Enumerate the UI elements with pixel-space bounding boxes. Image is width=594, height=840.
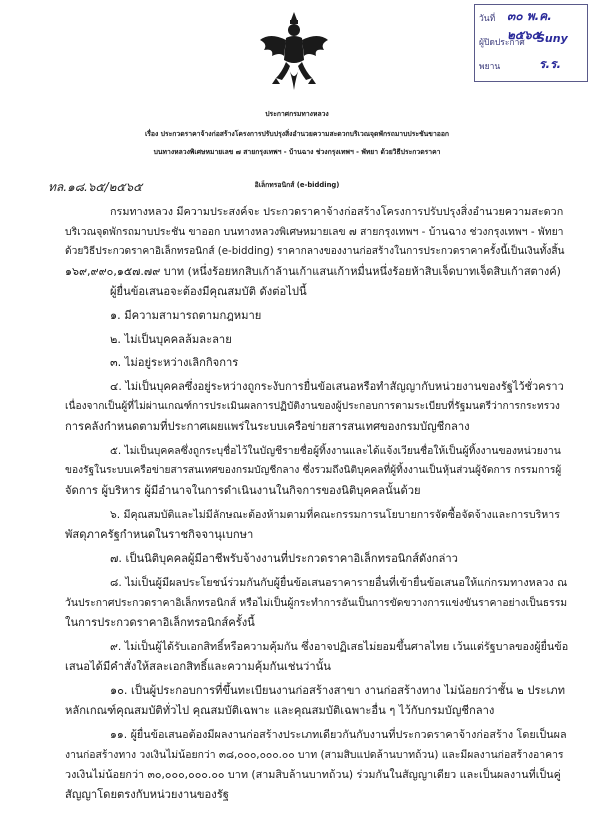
body-line: ๓. ไม่อยู่ระหว่างเลิกกิจการ xyxy=(110,356,239,369)
body-line: ผู้ยื่นข้อเสนอจะต้องมีคุณสมบัติ ดังต่อไปนี้ xyxy=(110,285,307,298)
body-line: ในการประกวดราคาอิเล็กทรอนิกส์ครั้งนี้ xyxy=(65,616,255,629)
body-line: ๑๖๙,๙๙๐,๑๕๗.๗๙ บาท (หนึ่งร้อยหกสิบเก้าล้านเก้าแสนเก้าหมื่นหนึ่งร้อยห้าสิบเจ็ดบาทเจ็ดสิบเก้าสตางค์) xyxy=(65,265,561,278)
body-line: วงเงินไม่น้อยกว่า ๓๐,๐๐๐,๐๐๐.๐๐ บาท (สามสิบล้านบาทถ้วน) ร่วมกันในสัญญาเดียว และเป็นผลงานที่เป็นคู่ xyxy=(65,768,561,781)
body-line: งานก่อสร้างทาง วงเงินไม่น้อยกว่า ๓๘,๐๐๐,๐๐๐.๐๐ บาท (สามสิบแปดล้านบาทถ้วน) และมีผลงานก่อสร้างอาคาร xyxy=(65,749,564,761)
body-line: วันประกาศประกวดราคาอิเล็กทรอนิกส์ หรือไม่เป็นผู้กระทำการอันเป็นการขัดขวางการแข่งขันราคาอย่างเป็นธรรม xyxy=(65,597,568,609)
body-line: ๘. ไม่เป็นผู้มีผลประโยชน์ร่วมกันกับผู้ยื่นข้อเสนอราคารายอื่นที่เข้ายื่นข้อเสนอให้แก่กรมทางหลวง ณ xyxy=(110,576,568,589)
garuda-emblem-icon xyxy=(256,10,332,92)
body-line: กรมทางหลวง มีความประสงค์จะ ประกวดราคาจ้างก่อสร้างโครงการปรับปรุงสิ่งอำนวยความสะดวก xyxy=(110,205,564,218)
announcement-title: ประกาศกรมทางหลวง xyxy=(265,110,329,118)
body-line: การคลังกำหนดตามที่ประกาศเผยแพร่ในระบบเครือข่ายสารสนเทศของกรมบัญชีกลาง xyxy=(65,420,470,433)
stamp-date-label: วันที่ xyxy=(479,14,496,24)
subject-line-1: เรื่อง ประกวดราคาจ้างก่อสร้างโครงการปรับปรุงสิ่งอำนวยความสะดวกบริเวณจุดพักรถมาบประชันขาออก xyxy=(144,130,450,138)
body-line: ๙. ไม่เป็นผู้ได้รับเอกสิทธิ์หรือความคุ้มกัน ซึ่งอาจปฏิเสธไม่ยอมขึ้นศาลไทย เว้นแต่รัฐบาลของผู้ยื่นข้อ xyxy=(110,640,569,653)
body-line: ของรัฐในระบบเครือข่ายสารสนเทศของกรมบัญชีกลาง ซึ่งรวมถึงนิติบุคคลที่ผู้ทิ้งงานเป็นหุ้นส่วนผู้จัดการ กรรมการผู้ xyxy=(65,465,562,476)
body-line: พัสดุภาครัฐกำหนดในราชกิจจานุเบกษา xyxy=(65,528,254,541)
stamp-date-value: ๓๐ พ.ค. ๒๕๖๕ xyxy=(507,9,552,42)
body-line: ๑๑. ผู้ยื่นข้อเสนอต้องมีผลงานก่อสร้างประเภทเดียวกันกับงานที่ประกวดราคาจ้างก่อสร้าง โดยเป็นผล xyxy=(110,728,567,741)
body-line: เสนอได้มีคำสั่งให้สละเอกสิทธิ์และความคุ้มกันเช่นว่านั้น xyxy=(65,660,331,673)
body-line: สัญญาโดยตรงกับหน่วยงานของรัฐ xyxy=(65,788,229,801)
receipt-stamp xyxy=(474,4,588,82)
body-line: ๕. ไม่เป็นบุคคลซึ่งถูกระบุชื่อไว้ในบัญชีรายชื่อผู้ทิ้งงานและได้แจ้งเวียนชื่อให้เป็นผู้ทิ้งงานของหน่วยงาน xyxy=(110,445,561,457)
body-line: ๑๐. เป็นผู้ประกอบการที่ขึ้นทะเบียนงานก่อสร้างสาขา งานก่อสร้างทาง ไม่น้อยกว่าชั้น ๒ ประเภท xyxy=(110,684,566,697)
body-line: ๑. มีความสามารถตามกฎหมาย xyxy=(110,309,262,322)
body-line: ๖. มีคุณสมบัติและไม่มีลักษณะต้องห้ามตามที่คณะกรรมการนโยบายการจัดซื้อจัดจ้างและการบริหาร xyxy=(110,509,560,521)
body-line: ด้วยวิธีประกวดราคาอิเล็กทรอนิกส์ (e-bidding) ราคากลางของงานก่อสร้างในการประกวดราคาครั้งนี้เป็นเงินทั้งสิ้น xyxy=(65,246,565,257)
stamp-witness-label: พยาน xyxy=(479,62,501,72)
reference-number: ทล.๑๘.๖๕/๒๕๖๕ xyxy=(48,180,143,194)
body-line: ๗. เป็นนิติบุคคลผู้มีอาชีพรับจ้างงานที่ประกวดราคาอิเล็กทรอนิกส์ดังกล่าว xyxy=(110,552,458,565)
body-line: หลักเกณฑ์คุณสมบัติทั่วไป คุณสมบัติเฉพาะ และคุณสมบัติเฉพาะอื่น ๆ ไว้กับกรมบัญชีกลาง xyxy=(65,704,495,717)
body-line: บริเวณจุดพักรถมาบประชัน ขาออก บนทางหลวงพิเศษหมายเลข ๗ สายกรุงเทพฯ - บ้านฉาง ช่วงกรุงเทพฯ - พัทยา xyxy=(65,226,564,238)
body-line: ๔. ไม่เป็นบุคคลซึ่งอยู่ระหว่างถูกระงับการยื่นข้อเสนอหรือทำสัญญากับหน่วยงานของรัฐไว้ชั่วคราว xyxy=(110,380,564,393)
body-line: ๒. ไม่เป็นบุคคลล้มละลาย xyxy=(110,333,232,346)
body-line: เนื่องจากเป็นผู้ที่ไม่ผ่านเกณฑ์การประเมินผลการปฏิบัติงานของผู้ประกอบการตามระเบียบที่รัฐมนตรีว่าการกระทรวง xyxy=(65,401,560,412)
stamp-announcer-label: ผู้ปิดประกาศ xyxy=(479,38,525,48)
body-line: จัดการ ผู้บริหาร ผู้มีอำนาจในการดำเนินงานในกิจการของนิติบุคคลนั้นด้วย xyxy=(65,484,421,497)
subject-line-2: บนทางหลวงพิเศษหมายเลข ๗ สายกรุงเทพฯ - บ้านฉาง ช่วงกรุงเทพฯ - พัทยา ด้วยวิธีประกวดราคา xyxy=(153,148,441,156)
subject-line-3: อิเล็กทรอนิกส์ (e-bidding) xyxy=(254,181,340,189)
stamp-announcer-value: Suny xyxy=(537,32,568,45)
stamp-witness-value: ร.ร. xyxy=(539,57,562,71)
